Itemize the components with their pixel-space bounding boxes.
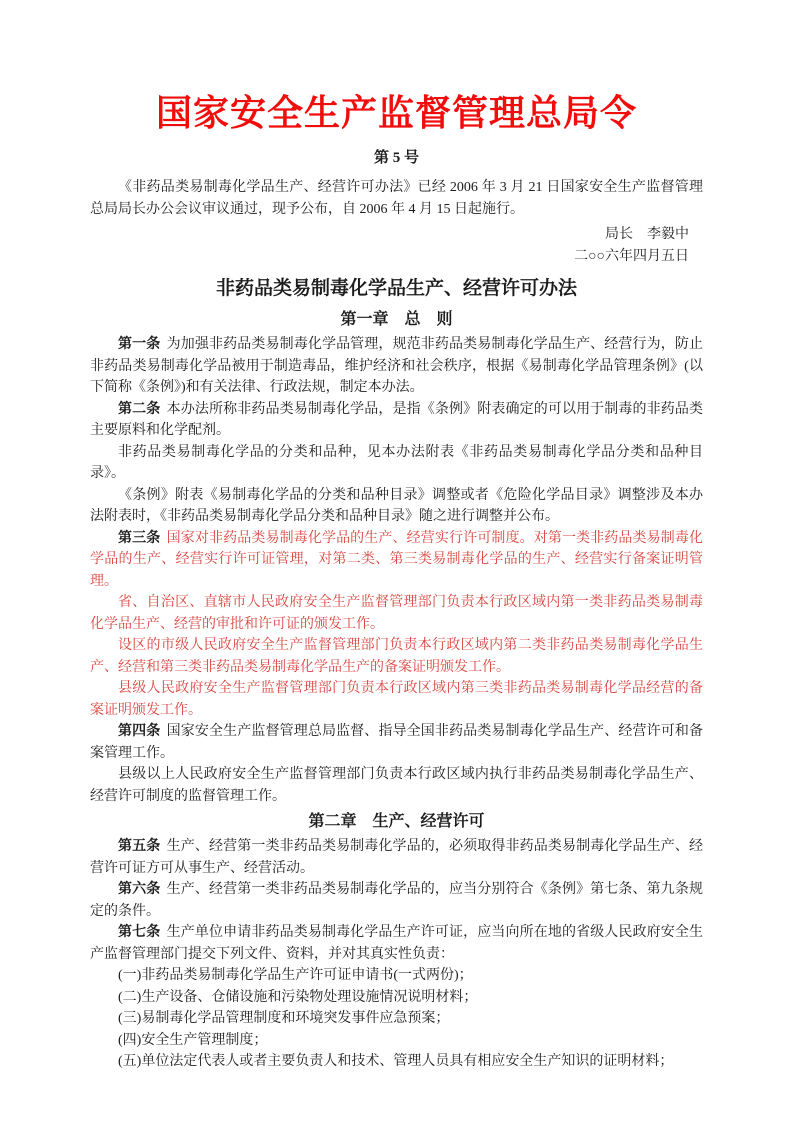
paragraph-text: 《条例》附表《易制毒化学品的分类和品种目录》调整或者《危险化学品目录》调整涉及本办法附表时，《非药品类易制毒化学品分类和品种目录》随之进行调整并公布。 bbox=[90, 487, 703, 524]
paragraph bbox=[90, 635, 703, 678]
paragraph bbox=[90, 399, 703, 442]
document-body bbox=[90, 308, 703, 1073]
paragraph-text: 生产、经营第一类非药品类易制毒化学品的，应当分别符合《条例》第七条、第九条规定的条件。 bbox=[90, 882, 704, 919]
paragraph bbox=[90, 721, 703, 764]
signature-date: 二○○六年四月五日 bbox=[574, 249, 689, 264]
paragraph-text: 本办法所称非药品类易制毒化学品，是指《条例》附表确定的可以用于制毒的非药品类主要原料和化学配剂。 bbox=[90, 401, 704, 438]
agency-order-title: 国家安全生产监督管理总局令 bbox=[155, 93, 637, 133]
paragraph bbox=[90, 592, 703, 635]
paragraph bbox=[90, 879, 703, 922]
paragraph-text: 省、自治区、直辖市人民政府安全生产监督管理部门负责本行政区域内第一类非药品类易制毒化学品生产、经营的审批和许可证的颁发工作。 bbox=[90, 595, 703, 632]
paragraph-text: (一)非药品类易制毒化学品生产许可证申请书(一式两份)； bbox=[118, 968, 473, 983]
paragraph-text: 生产单位申请非药品类易制毒化学品生产许可证，应当向所在地的省级人民政府安全生产监督管理部门提交下列文件、资料，并对其真实性负责： bbox=[90, 925, 704, 962]
signature-block bbox=[90, 224, 703, 268]
paragraph bbox=[90, 442, 703, 485]
paragraph-text: (四)安全生产管理制度； bbox=[118, 1032, 268, 1048]
paragraph bbox=[90, 1051, 703, 1073]
article-label: 第七条 bbox=[118, 925, 161, 940]
paragraph-text: 县级人民政府安全生产监督管理部门负责本行政区域内第三类非药品类易制毒化学品经营的备案证明颁发工作。 bbox=[90, 681, 703, 718]
signature-name: 局长 李毅中 bbox=[605, 227, 689, 242]
article-label: 第六条 bbox=[118, 882, 161, 897]
paragraph bbox=[90, 965, 703, 987]
paragraph bbox=[90, 987, 703, 1009]
paragraph-text: (五)单位法定代表人或者主要负责人和技术、管理人员具有相应安全生产知识的证明材料； bbox=[118, 1054, 674, 1069]
article-label: 第一条 bbox=[118, 337, 161, 352]
chapter-heading: 第一章 总 则 bbox=[340, 311, 453, 328]
paragraph bbox=[90, 334, 703, 399]
chapter-heading: 第二章 生产、经营许可 bbox=[308, 813, 485, 830]
order-number: 第 5 号 bbox=[373, 150, 419, 166]
paragraph-text: 国家安全生产监督管理总局监督、指导全国非药品类易制毒化学品生产、经营许可和备案管理工作。 bbox=[90, 724, 704, 761]
article-label: 第五条 bbox=[118, 839, 161, 854]
paragraph bbox=[90, 1008, 703, 1030]
announcement-paragraph: 《非药品类易制毒化学品生产、经营许可办法》已经 2006 年 3 月 21 日国家安全生产监督管理总局局长办公会议审议通过，现予公布，自 2006 年 4 月 15 日起施行。 bbox=[90, 180, 703, 217]
paragraph-text: 国家对非药品类易制毒化学品的生产、经营实行许可制度。对第一类非药品类易制毒化学品的生产、经营实行许可证管理，对第二类、第三类易制毒化学品的生产、经营实行备案证明管理。 bbox=[90, 530, 704, 589]
article-label: 第二条 bbox=[118, 401, 161, 417]
paragraph bbox=[90, 836, 703, 879]
paragraph-text: (三)易制毒化学品管理制度和环境突发事件应急预案； bbox=[118, 1011, 450, 1026]
paragraph bbox=[90, 528, 703, 593]
paragraph-text: 生产、经营第一类非药品类易制毒化学品的，必须取得非药品类易制毒化学品生产、经营许可证方可从事生产、经营活动。 bbox=[90, 839, 704, 876]
paragraph-text: 县级以上人民政府安全生产监督管理部门负责本行政区域内执行非药品类易制毒化学品生产、经营许可制度的监督管理工作。 bbox=[90, 767, 703, 804]
article-label: 第三条 bbox=[118, 530, 161, 546]
article-label: 第四条 bbox=[118, 724, 161, 739]
paragraph-text: 非药品类易制毒化学品的分类和品种，见本办法附表《非药品类易制毒化学品分类和品种目录》。 bbox=[90, 444, 703, 481]
paragraph bbox=[90, 1030, 703, 1052]
paragraph bbox=[90, 922, 703, 965]
paragraph bbox=[90, 678, 703, 721]
paragraph-text: 为加强非药品类易制毒化学品管理，规范非药品类易制毒化学品生产、经营行为，防止非药品类易制毒化学品被用于制造毒品，维护经济和社会秩序，根据《易制毒化学品管理条例》(以下简称《条例》)和有关法律、行政法规，制定本办法。 bbox=[90, 337, 704, 395]
paragraph bbox=[90, 764, 703, 807]
paragraph-text: 设区的市级人民政府安全生产监督管理部门负责本行政区域内第二类非药品类易制毒化学品生产、经营和第三类非药品类易制毒化学品生产的备案证明颁发工作。 bbox=[90, 638, 703, 675]
paragraph bbox=[90, 485, 703, 528]
paragraph-text: (二)生产设备、仓储设施和污染物处理设施情况说明材料； bbox=[118, 989, 478, 1005]
regulation-title: 非药品类易制毒化学品生产、经营许可办法 bbox=[215, 278, 577, 299]
